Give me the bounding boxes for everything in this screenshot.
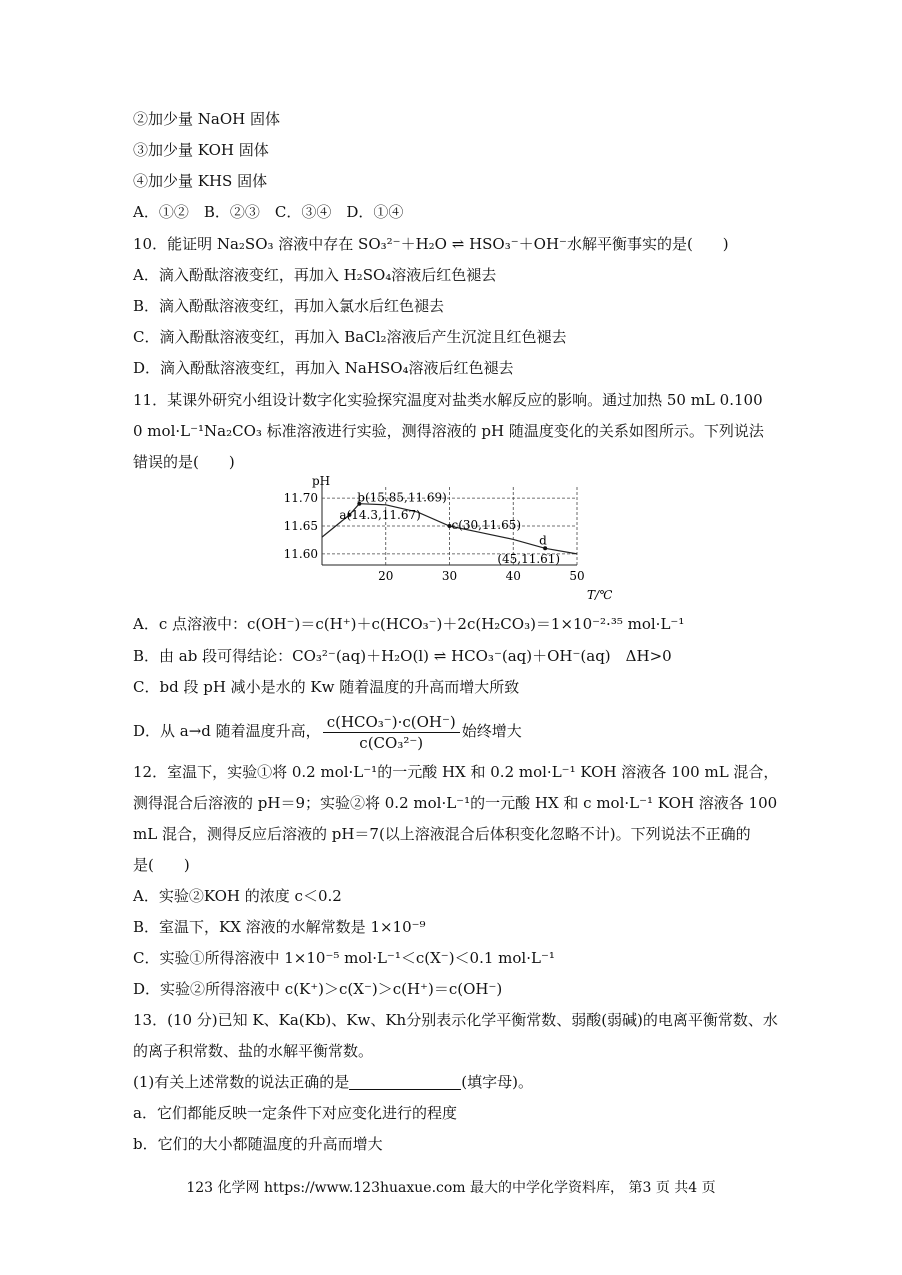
q10-option-a: A．滴入酚酞溶液变红，再加入 H₂SO₄溶液后红色褪去: [133, 266, 497, 284]
ph-temperature-chart: [282, 475, 612, 603]
y-tick-label: 11.60: [283, 546, 318, 561]
answer-blank[interactable]: [349, 1073, 461, 1090]
x-axis-label: T/℃: [587, 588, 612, 602]
q12-option-c: C．实验①所得溶液中 1×10⁻⁵ mol·L⁻¹＜c(X⁻)＜0.1 mol·L⁻¹: [133, 949, 555, 967]
question-13-stem-1: 13．(10 分)已知 K、Ka(Kb)、Kw、Kh分别表示化学平衡常数、弱酸(弱碱)的电离平衡常数、水: [133, 1011, 778, 1029]
question-13-part-1: [133, 1071, 533, 1093]
q11-d-prefix: D．从 a→d 随着温度升高，: [133, 722, 321, 740]
fraction-denominator: c(CO₃²⁻): [359, 733, 424, 752]
q12-option-b: B．室温下，KX 溶液的水解常数是 1×10⁻⁹: [133, 918, 426, 936]
page-footer: 123 化学网 https://www.123huaxue.com 最大的中学化学资料库， 第3 页 共4 页: [186, 1180, 716, 1196]
x-tick-label: 40: [505, 569, 521, 583]
q11-option-c: C．bd 段 pH 减小是水的 Kw 随着温度的升高而增大所致: [133, 678, 520, 696]
question-13-stem-2: 的离子积常数、盐的水解平衡常数。: [133, 1042, 374, 1060]
q13-option-b: b．它们的大小都随温度的升高而增大: [133, 1135, 383, 1153]
question-12-stem-4: 是( ): [133, 856, 190, 874]
x-tick-label: 20: [378, 569, 394, 583]
question-10-stem: 10．能证明 Na₂SO₃ 溶液中存在 SO₃²⁻＋H₂O ⇌ HSO₃⁻＋OH⁻水解平衡事实的是( ): [133, 235, 729, 253]
q10-option-d: D．滴入酚酞溶液变红，再加入 NaHSO₄溶液后红色褪去: [133, 359, 514, 377]
part-1-suffix: (填字母)。: [461, 1073, 533, 1091]
y-tick-label: 11.65: [283, 519, 318, 533]
q11-option-a: A．c 点溶液中：c(OH⁻)＝c(H⁺)＋c(HCO₃⁻)＋2c(H₂CO₃)＝1×10⁻²·³⁵ mol·L⁻¹: [133, 615, 685, 633]
q10-option-c: C．滴入酚酞溶液变红，再加入 BaCl₂溶液后产生沉淀且红色褪去: [133, 328, 567, 346]
question-11-stem-1: 11．某课外研究小组设计数字化实验探究温度对盐类水解反应的影响。通过加热 50 mL 0.100: [133, 391, 763, 409]
point-d-coord-label: (45,11.61): [497, 552, 561, 566]
part-1-prefix: (1)有关上述常数的说法正确的是: [133, 1073, 350, 1091]
y-axis-label: pH: [312, 475, 331, 488]
question-11-stem-2: 0 mol·L⁻¹Na₂CO₃ 标准溶液进行实验，测得溶液的 pH 随温度变化的关系如图所示。下列说法: [133, 422, 764, 440]
q10-option-b: B．滴入酚酞溶液变红，再加入氯水后红色褪去: [133, 297, 445, 315]
x-tick-label: 50: [569, 569, 585, 583]
option-line-3: ③加少量 KOH 固体: [133, 141, 269, 159]
x-tick-label: 30: [441, 569, 458, 583]
q13-option-a: a．它们都能反映一定条件下对应变化进行的程度: [133, 1104, 457, 1122]
ratio-fraction: [323, 712, 460, 753]
option-line-4: ④加少量 KHS 固体: [133, 172, 268, 190]
point-label-b: b(15.85,11.69): [357, 490, 447, 505]
q11-option-b: B．由 ab 段可得结论：CO₃²⁻(aq)＋H₂O(l) ⇌ HCO₃⁻(aq)＋OH⁻(aq) ΔH>0: [133, 647, 672, 665]
answer-choices-q9: A．①② B．②③ C．③④ D．①④: [133, 203, 404, 221]
point-label-a: a(14.3,11.67): [339, 507, 421, 522]
question-12-stem-3: mL 混合，测得反应后溶液的 pH＝7(以上溶液混合后体积变化忽略不计)。下列说法不正确的: [133, 825, 751, 843]
question-12-stem-1: 12．室温下，实验①将 0.2 mol·L⁻¹的一元酸 HX 和 0.2 mol·L⁻¹ KOH 溶液各 100 mL 混合，: [133, 763, 779, 781]
q12-option-d: D．实验②所得溶液中 c(K⁺)＞c(X⁻)＞c(H⁺)＝c(OH⁻): [133, 980, 503, 998]
q12-option-a: A．实验②KOH 的浓度 c＜0.2: [133, 887, 342, 905]
question-12-stem-2: 测得混合后溶液的 pH＝9；实验②将 0.2 mol·L⁻¹的一元酸 HX 和 c mol·L⁻¹ KOH 溶液各 100: [133, 794, 778, 812]
question-11-stem-3: 错误的是( ): [133, 453, 235, 471]
q11-d-suffix: 始终增大: [461, 722, 522, 740]
point-label-d: d: [539, 533, 547, 548]
option-line-2: ②加少量 NaOH 固体: [133, 110, 280, 128]
q11-option-d: [133, 709, 522, 753]
point-label-c: c(30,11.65): [451, 518, 522, 532]
y-tick-label: 11.70: [283, 491, 318, 506]
fraction-numerator: c(HCO₃⁻)·c(OH⁻): [323, 712, 460, 733]
